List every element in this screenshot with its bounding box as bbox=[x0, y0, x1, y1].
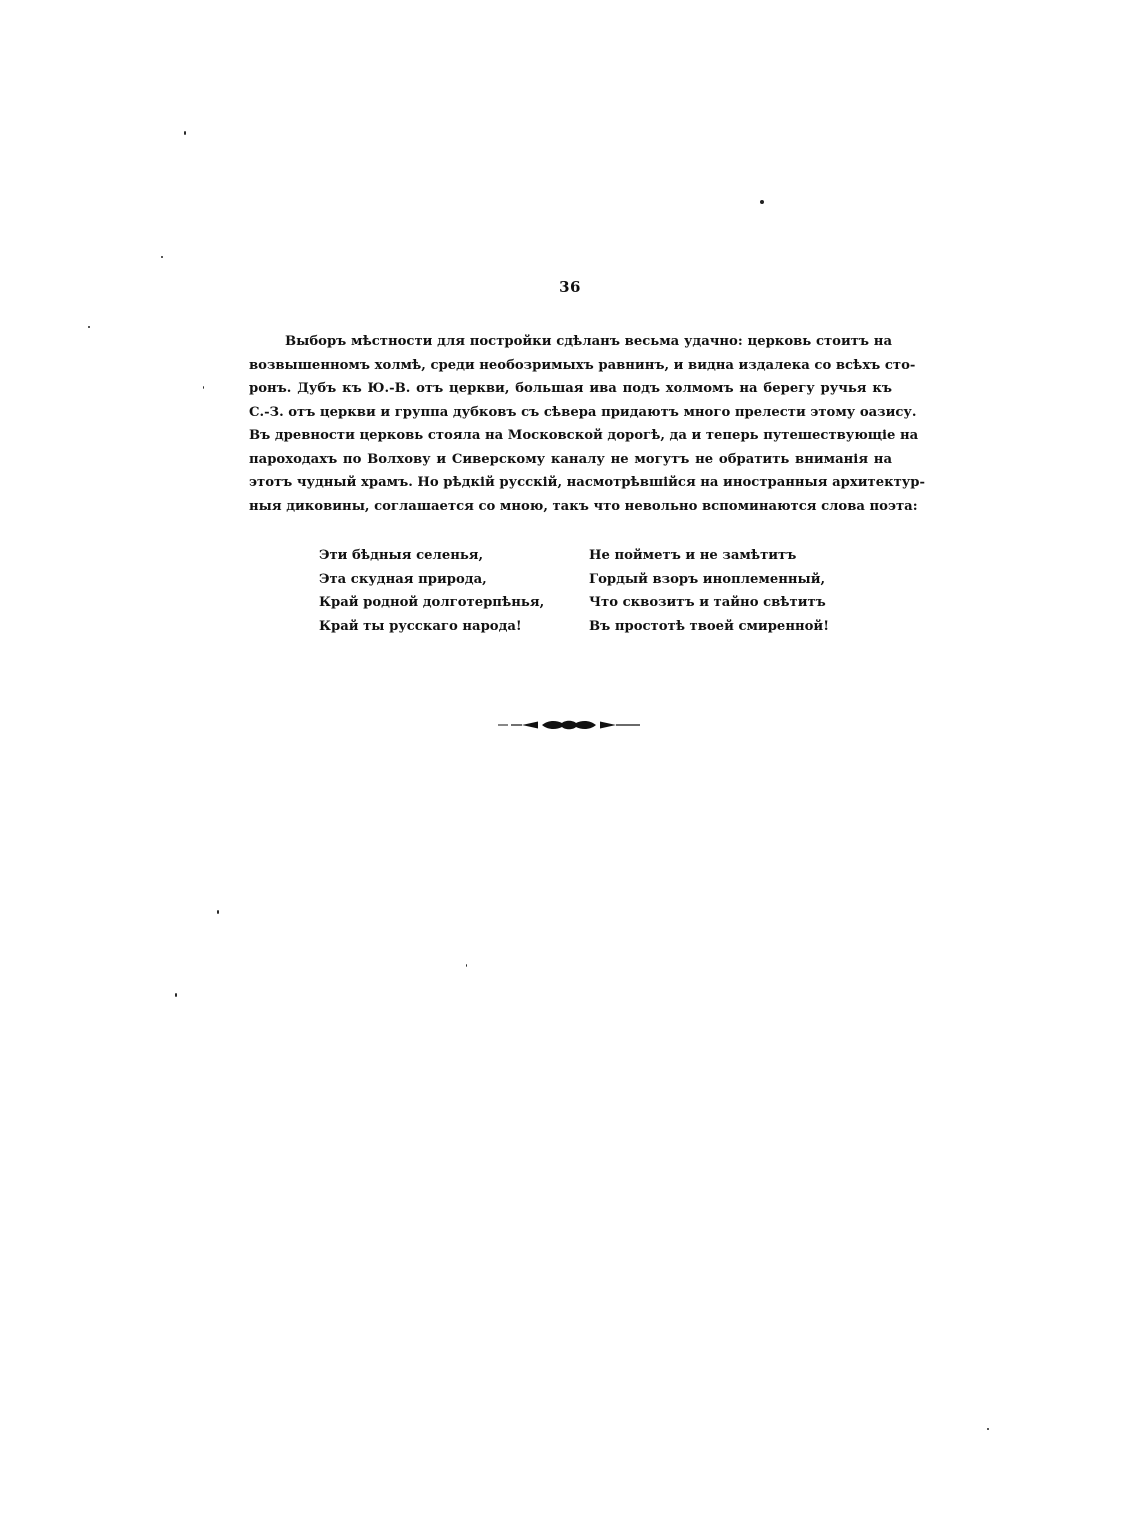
main-paragraph bbox=[249, 330, 925, 518]
print-speck bbox=[987, 1428, 989, 1430]
poem-verse: Эта скудная природа, bbox=[319, 571, 487, 587]
poem-verse: Эти бѣдныя селенья, bbox=[319, 548, 484, 563]
poem-verse: Гордый взоръ иноплеменный, bbox=[589, 571, 826, 587]
poem-verse: Край ты русскаго народа! bbox=[319, 618, 522, 634]
paragraph-line: пароходахъ по Волхову и Сиверскому каналу не могутъ не обратить вниманія на bbox=[249, 451, 892, 467]
poem-verse: Не пойметъ и не замѣтитъ bbox=[589, 548, 797, 563]
paragraph-line: Выборъ мѣстности для постройки сдѣланъ весьма удачно: церковь стоитъ на bbox=[285, 334, 892, 349]
paragraph-line: ныя диковины, соглашается со мною, такъ что невольно вспоминаются слова поэта: bbox=[249, 498, 918, 514]
print-speck bbox=[217, 910, 219, 914]
print-speck bbox=[466, 964, 467, 967]
print-speck bbox=[184, 131, 186, 135]
poem-stanza-right bbox=[589, 544, 829, 638]
print-speck bbox=[88, 326, 90, 328]
paragraph-line: возвышенномъ холмѣ, среди необозримыхъ равнинъ, и видна издалека со всѣхъ сто- bbox=[249, 357, 916, 373]
paragraph-line: этотъ чудный храмъ. Но рѣдкій русскій, насмотрѣвшійся на иностранныя архитектур- bbox=[249, 475, 925, 490]
paragraph-line: Въ древности церковь стояла на Московской дорогѣ, да и теперь путешествующіе на bbox=[249, 428, 919, 443]
print-speck bbox=[760, 200, 764, 204]
poem-verse: Что сквозитъ и тайно свѣтитъ bbox=[589, 595, 826, 610]
poem-verse: Край родной долготерпѣнья, bbox=[319, 595, 545, 610]
page-number: 36 bbox=[559, 278, 581, 296]
paragraph-line: С.-З. отъ церкви и группа дубковъ съ сѣвера придаютъ много прелести этому оазису. bbox=[249, 404, 917, 420]
print-speck bbox=[161, 256, 163, 258]
poem-stanza-left bbox=[319, 544, 544, 638]
print-speck bbox=[175, 993, 177, 997]
paragraph-line: ронъ. Дубъ къ Ю.-В. отъ церкви, большая ива подъ холмомъ на берегу ручья къ bbox=[249, 381, 892, 396]
poem-verse: Въ простотѣ твоей смиренной! bbox=[589, 618, 829, 634]
print-speck bbox=[203, 386, 204, 389]
decorative-divider-icon bbox=[498, 714, 640, 736]
